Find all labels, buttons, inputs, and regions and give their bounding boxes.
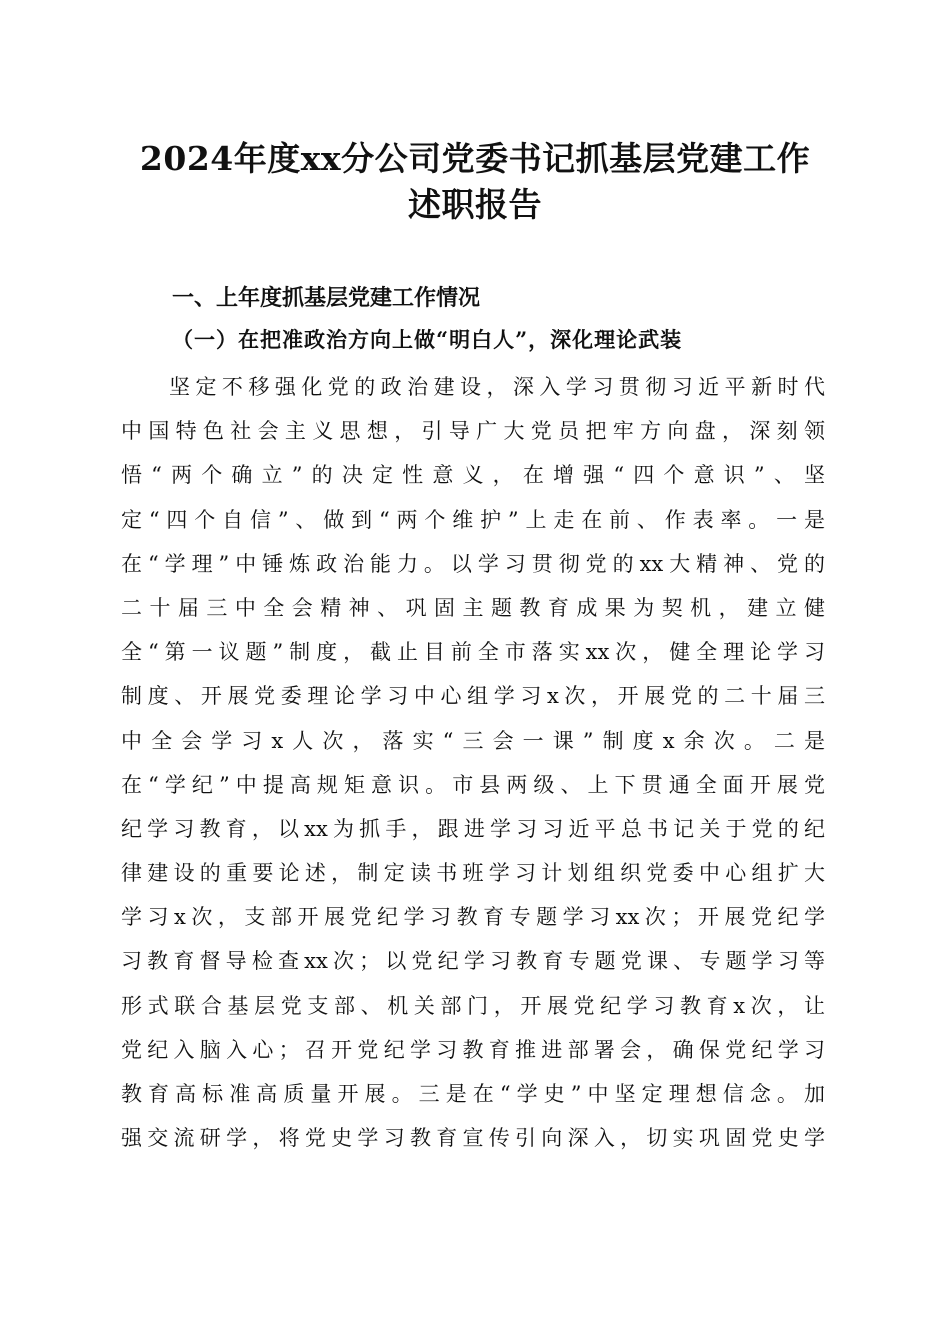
body-line: 学习x次，支部开展党纪学习教育专题学习xx次；开展党纪学 bbox=[121, 905, 825, 930]
body-line: 党纪入脑入心；召开党纪学习教育推进部署会，确保党纪学习 bbox=[121, 1037, 825, 1062]
body-line: 形式联合基层党支部、机关部门，开展党纪学习教育x次，让 bbox=[121, 993, 825, 1018]
document-title bbox=[100, 136, 850, 228]
body-line: 律建设的重要论述，制定读书班学习计划组织党委中心组扩大 bbox=[121, 861, 825, 886]
body-line: 定“四个自信”、做到“两个维护”上走在前、作表率。一是 bbox=[121, 507, 825, 532]
body-line: 二十届三中全会精神、巩固主题教育成果为契机，建立健 bbox=[121, 595, 825, 620]
title-line-2: 述职报告 bbox=[408, 185, 542, 224]
body-line: 纪学习教育，以xx为抓手，跟进学习习近平总书记关于党的纪 bbox=[121, 816, 825, 841]
section-heading: 一、上年度抓基层党建工作情况 bbox=[172, 286, 481, 311]
body-line: 制度、开展党委理论学习中心组学习x次，开展党的二十届三 bbox=[121, 684, 825, 709]
body-paragraph bbox=[121, 365, 825, 1160]
body-line: 中全会学习x人次，落实“三会一课”制度x余次。二是 bbox=[121, 728, 825, 753]
body-line: 中国特色社会主义思想，引导广大党员把牢方向盘，深刻领 bbox=[121, 419, 825, 444]
body-line: 在“学纪”中提高规矩意识。市县两级、上下贯通全面开展党 bbox=[121, 772, 825, 797]
body-line: 强交流研学，将党史学习教育宣传引向深入，切实巩固党史学 bbox=[121, 1126, 825, 1151]
body-line: 坚定不移强化党的政治建设，深入学习贯彻习近平新时代 bbox=[169, 375, 825, 399]
body-line: 教育高标准高质量开展。三是在“学史”中坚定理想信念。加 bbox=[121, 1082, 825, 1106]
subsection-heading: （一）在把准政治方向上做“明白人”，深化理论武装 bbox=[172, 327, 683, 352]
title-line-1: 2024年度xx分公司党委书记抓基层党建工作 bbox=[139, 139, 811, 178]
body-line: 在“学理”中锤炼政治能力。以学习贯彻党的xx大精神、党的 bbox=[121, 551, 825, 576]
body-line: 全“第一议题”制度，截止目前全市落实xx次，健全理论学习 bbox=[121, 640, 825, 665]
body-line: 悟“两个确立”的决定性意义，在增强“四个意识”、坚 bbox=[121, 463, 825, 488]
body-line: 习教育督导检查xx次；以党纪学习教育专题党课、专题学习等 bbox=[121, 949, 825, 974]
